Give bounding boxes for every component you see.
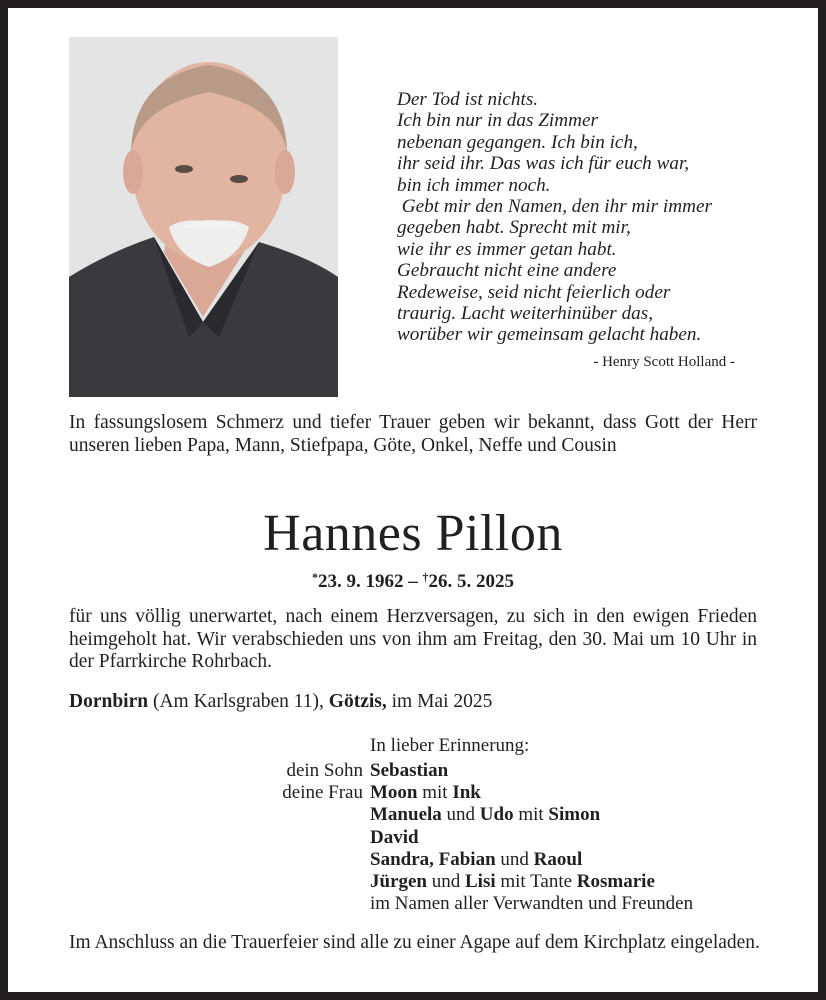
poem-line: traurig. Lacht weiterhinüber das, xyxy=(397,303,654,325)
date-separator: – xyxy=(403,571,423,592)
birth-symbol: * xyxy=(312,570,318,584)
place-date: im Mai 2025 xyxy=(386,691,493,712)
poem-line: Ich bin nur in das Zimmer xyxy=(397,110,598,132)
mourner-connector: mit xyxy=(513,804,549,826)
place-city-2: Götzis, xyxy=(328,691,387,712)
relation-label: dein Sohn xyxy=(286,760,363,781)
place-and-date xyxy=(69,691,757,714)
announcement-text: für uns völlig unerwartet, nach einem Herzversagen, zu sich in den ewigen Frieden heimgeholt hat. Wir verabschieden uns von ihm am Freitag, den 30. Mai um 10 Uhr in der Pfarrkirche Rohrbach. xyxy=(69,606,757,672)
mourner-name: Ink xyxy=(452,782,481,804)
mourner-name: Sandra, Fabian xyxy=(370,848,496,870)
mourner-name: Sebastian xyxy=(370,760,449,781)
poem-line: ihr seid ihr. Das was ich für euch war, xyxy=(397,153,690,175)
mourner-name: Udo xyxy=(479,804,514,826)
life-dates xyxy=(8,570,818,593)
mourner-row xyxy=(370,849,693,871)
mourner-name: Manuela xyxy=(370,804,442,826)
mourner-name: David xyxy=(370,826,419,848)
poem-line: Gebraucht nicht eine andere xyxy=(397,260,617,282)
poem-line: wie ihr es immer getan habt. xyxy=(397,238,617,260)
mourner-connector: und xyxy=(441,804,480,826)
poem-line: bin ich immer noch. xyxy=(397,174,551,196)
relations-list xyxy=(208,760,363,804)
mourners-list xyxy=(370,760,693,915)
mourner-connector: mit Tante xyxy=(495,871,577,893)
poem-line: gegeben habt. Sprecht mit mir, xyxy=(397,217,631,239)
mourner-row xyxy=(370,871,693,893)
mourner-name: Simon xyxy=(548,804,601,826)
mourner-row xyxy=(370,827,693,849)
poem-line: Gebt mir den Namen, den ihr mir immer xyxy=(397,196,712,218)
closing-text: Im Anschluss an die Trauerfeier sind alle zu einer Agape auf dem Kirchplatz eingeladen. xyxy=(69,932,760,953)
portrait-icon xyxy=(69,37,338,397)
mourner-row xyxy=(370,804,693,826)
mourner-name: Moon xyxy=(370,782,418,804)
mourner-name: Jürgen xyxy=(370,871,427,893)
obituary-card xyxy=(8,8,818,992)
poem-line: Der Tod ist nichts. xyxy=(397,89,539,110)
poem-author: - Henry Scott Holland - xyxy=(593,353,735,370)
birth-date: 23. 9. 1962 xyxy=(318,571,404,592)
death-date: 26. 5. 2025 xyxy=(428,571,514,592)
relation-label: deine Frau xyxy=(282,782,363,804)
poem-line: Redeweise, seid nicht feierlich oder xyxy=(397,281,671,303)
mourner-name: Lisi xyxy=(465,871,496,893)
mourner-connector: und xyxy=(495,848,534,870)
poem-line: nebenan gegangen. Ich bin ich, xyxy=(397,131,638,153)
mourner-connector: und xyxy=(427,871,465,893)
death-symbol: † xyxy=(422,570,429,584)
place-city-1: Dornbirn xyxy=(69,691,149,712)
memory-heading: In lieber Erinnerung: xyxy=(370,735,530,756)
mourner-name: Raoul xyxy=(533,848,583,870)
mourner-connector: im Namen aller Verwandten und Freunden xyxy=(370,893,694,915)
intro-text: In fassungslosem Schmerz und tiefer Trauer geben wir bekannt, dass Gott der Herr unseren lieben Papa, Mann, Stiefpapa, Göte, Onkel, Neffe und Cousin xyxy=(69,412,757,456)
mourner-row xyxy=(370,893,693,915)
poem-line: worüber wir gemeinsam gelacht haben. xyxy=(397,324,702,346)
mourner-connector: mit xyxy=(417,782,453,804)
deceased-name: Hannes Pillon xyxy=(263,505,563,562)
mourner-row xyxy=(370,782,693,804)
mourner-row xyxy=(370,760,693,782)
portrait-photo xyxy=(69,37,338,397)
place-address: (Am Karlsgraben 11), xyxy=(148,691,329,712)
mourner-name: Rosmarie xyxy=(576,871,655,893)
poem-quote xyxy=(397,89,777,373)
